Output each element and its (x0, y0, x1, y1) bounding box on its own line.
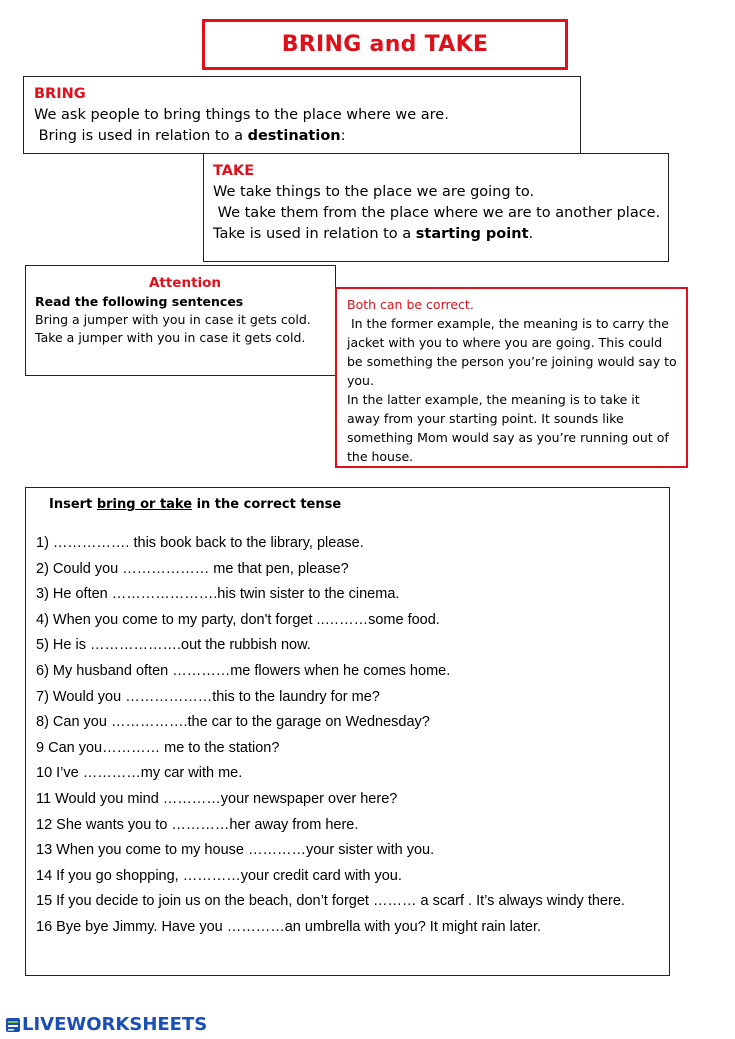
bring-destination-bold: destination (247, 128, 341, 144)
bring-definition-box (23, 76, 581, 154)
attention-sentence-1: Bring a jumper with you in case it gets cold. (35, 312, 311, 327)
title-box (202, 19, 568, 70)
exercise-item: 9 Can you………… me to the station? (36, 739, 280, 756)
take-definition-box (203, 153, 669, 262)
exercise-item: 6) My husband often …………me flowers when he comes home. (36, 662, 451, 679)
page-title: BRING and TAKE (281, 32, 489, 57)
take-line-3-period: . (528, 226, 534, 242)
attention-heading: Attention (148, 275, 222, 291)
bring-line-2 (34, 126, 580, 147)
take-heading: TAKE (213, 163, 255, 179)
take-line-3-text: Take is used in relation to a (213, 226, 416, 242)
liveworksheets-logo-text: LIVEWORKSHEETS (22, 1014, 208, 1035)
take-starting-point-bold: starting point (415, 226, 529, 242)
exercise-item: 5) He is ……………….out the rubbish now. (36, 637, 311, 654)
exercise-heading (49, 497, 341, 512)
exercise-item: 1) ……………. this book back to the library, please. (36, 535, 364, 551)
note-line: be something the person you’re joining would say to (347, 354, 677, 369)
exercise-list (36, 533, 625, 943)
exercise-item: 16 Bye bye Jimmy. Have you …………an umbrella with you? It might rain later. (36, 918, 542, 935)
note-line: In the former example, the meaning is to carry the (347, 316, 669, 331)
bring-line-2-text: Bring is used in relation to a (34, 128, 248, 144)
note-line: jacket with you to where you are going. This could (347, 335, 663, 350)
note-line: you. (347, 373, 374, 388)
exercise-item: 15 If you decide to join us on the beach, don’t forget ……… a scarf . It’s always windy there. (36, 893, 625, 910)
note-heading: Both can be correct. (347, 297, 474, 312)
exercise-item: 13 When you come to my house …………your sister with you. (36, 842, 435, 859)
exercise-item: 10 I’ve …………my car with me. (36, 765, 243, 782)
attention-sentence-2: Take a jumper with you in case it gets cold. (35, 330, 306, 345)
note-line: In the latter example, the meaning is to take it (347, 392, 640, 407)
exercise-heading-text: Insert (49, 497, 97, 512)
exercise-item: 14 If you go shopping, …………your credit card with you. (36, 867, 402, 884)
bring-line-1: We ask people to bring things to the place where we are. (34, 107, 449, 123)
bring-line-2-colon: : (340, 128, 346, 144)
take-line-1: We take things to the place we are going to. (213, 184, 535, 200)
note-line: the house. (347, 449, 414, 464)
note-line: away from your starting point. It sounds like (347, 411, 624, 426)
exercise-item: 8) Can you …………….the car to the garage on Wednesday? (36, 714, 430, 731)
liveworksheets-logo[interactable] (6, 1014, 207, 1035)
exercise-heading-rest: in the correct tense (192, 497, 342, 512)
exercise-heading-underlined: bring or take (96, 497, 193, 512)
both-correct-note-box (335, 287, 688, 468)
exercise-box (25, 487, 670, 976)
attention-subheading: Read the following sentences (35, 294, 244, 309)
attention-box (25, 265, 336, 376)
liveworksheets-logo-icon (6, 1018, 20, 1032)
take-line-3 (213, 224, 668, 245)
exercise-item: 11 Would you mind …………your newspaper over here? (36, 790, 398, 807)
exercise-item: 7) Would you ………………this to the laundry for me? (36, 688, 380, 705)
note-line: something Mom would say as you’re running out of (347, 430, 669, 445)
exercise-item: 3) He often ………………….his twin sister to the cinema. (36, 586, 400, 603)
bring-heading: BRING (34, 86, 86, 102)
exercise-item: 4) When you come to my party, don't forget ..………some food. (36, 611, 440, 628)
exercise-item: 12 She wants you to …………her away from here. (36, 816, 359, 833)
take-line-2: We take them from the place where we are to another place. (213, 205, 661, 221)
exercise-item: 2) Could you ……………… me that pen, please? (36, 560, 349, 577)
